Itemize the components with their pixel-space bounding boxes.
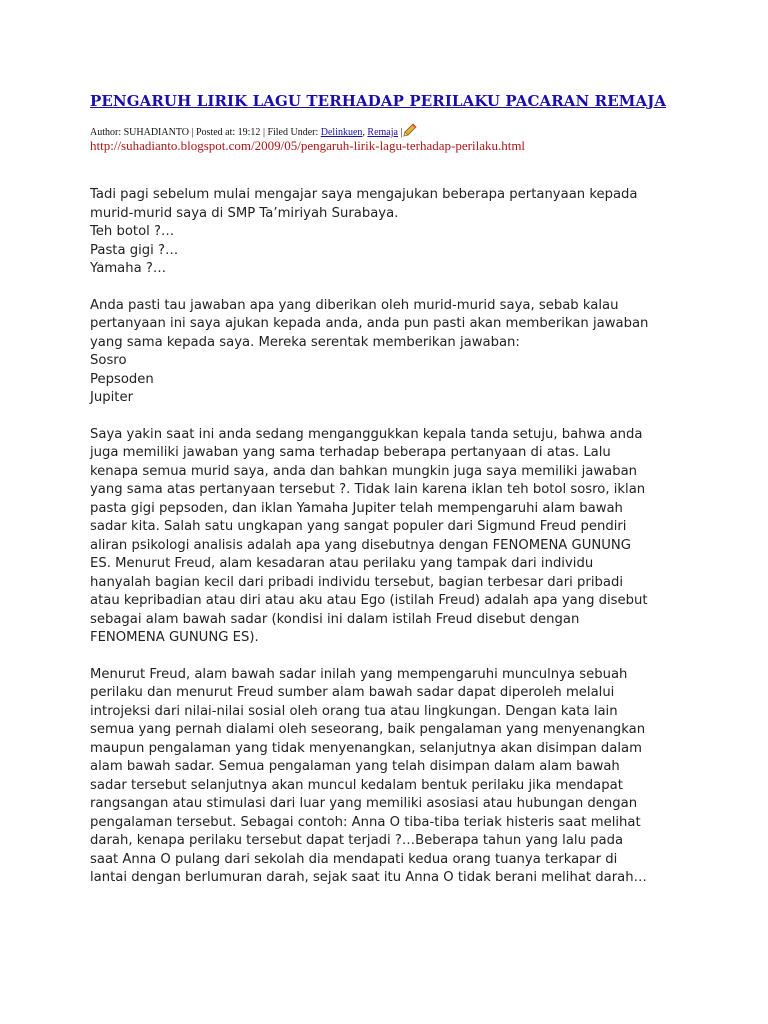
body-line: pasta gigi pepsoden, dan iklan Yamaha Jupiter telah mempengaruhi alam bawah	[90, 500, 623, 516]
body-line: ES. Menurut Freud, alam kesadaran atau perilaku yang tampak dari individu	[90, 556, 594, 571]
body-line: Tadi pagi sebelum mulai mengajar saya mengajukan beberapa pertanyaan kepada	[90, 187, 638, 202]
body-line: pertanyaan ini saya ajukan kepada anda, anda pun pasti akan memberikan jawaban	[90, 316, 649, 331]
category-link-remaja[interactable]: Remaja	[367, 127, 398, 138]
paragraph-gap	[90, 279, 690, 297]
posted-time: 19:12	[237, 127, 261, 138]
category-link-delinkuen[interactable]: Delinkuen	[320, 127, 363, 138]
body-line: Anda pasti tau jawaban apa yang diberikan oleh murid-murid saya, sebab kalau	[90, 297, 619, 313]
body-line: Yamaha ?…	[90, 261, 167, 276]
paragraph-2	[90, 297, 690, 408]
body-line: sadar tersebut selanjutnya akan muncul kedalam bentuk perilaku jika mendapat	[90, 777, 623, 793]
body-line: Pasta gigi ?…	[90, 242, 179, 258]
paragraph-gap	[90, 648, 690, 666]
article-body	[90, 186, 690, 888]
paragraph-3	[90, 426, 690, 648]
body-line: maupun pengalaman yang tidak menyenangkan, selanjutnya akan disimpan dalam	[90, 740, 642, 756]
body-line: Saya yakin saat ini anda sedang menganggukkan kepala tanda setuju, bahwa anda	[90, 426, 643, 442]
body-line: pengalaman tersebut. Sebagai contoh: Anna O tiba-tiba teriak histeris saat melihat	[90, 814, 641, 830]
body-line: introjeksi dari nilai-nilai sosial oleh orang tua atau lingkungan. Dengan kata lain	[90, 703, 618, 719]
body-line: Pepsoden	[90, 371, 154, 387]
author-prefix: Author:	[90, 127, 124, 138]
body-line: murid-murid saya di SMP Ta’miriyah Surabaya.	[90, 205, 399, 221]
body-line: darah, kenapa perilaku tersebut dapat terjadi ?…Beberapa tahun yang lalu pada	[90, 833, 624, 848]
body-line: atau kepribadian atau diri atau aku atau Ego (istilah Freud) adalah apa yang disebut	[90, 593, 648, 608]
body-line: Sosro	[90, 353, 127, 368]
article-title[interactable]: PENGARUH LIRIK LAGU TERHADAP PERILAKU PACARAN REMAJA	[90, 92, 667, 110]
body-line: Menurut Freud, alam bawah sadar inilah yang mempengaruhi munculnya sebuah	[90, 666, 628, 682]
body-line: sadar kita. Salah satu ungkapan yang sangat populer dari Sigmund Freud pendiri	[90, 519, 627, 534]
body-line: rangsangan atau stimulasi dari luar yang memiliki asosiasi atau hubungan dengan	[90, 796, 638, 811]
category-separator: ,	[362, 127, 368, 138]
author-name: SUHADIANTO	[123, 127, 189, 138]
body-line: saat Anna O pulang dari sekolah dia mendapati kedua orang tuanya terkapar di	[90, 851, 618, 867]
body-line: aliran psikologi analisis adalah apa yang disebutnya dengan FENOMENA GUNUNG	[90, 537, 631, 553]
document-page	[90, 88, 690, 888]
pencil-icon[interactable]	[402, 122, 416, 136]
body-line: lantai dengan berlumuran darah, sejak saat itu Anna O tidak berani melihat darah…	[90, 870, 647, 885]
body-line: perilaku dan menurut Freud sumber alam bawah sadar dapat diperoleh melalui	[90, 685, 615, 700]
end-separator: |	[397, 127, 403, 138]
body-line: semua yang pernah dialami oleh seseorang, baik pengalaman yang menyenangkan	[90, 722, 646, 737]
body-line: juga memiliki jawaban yang sama terhadap beberapa pertanyaan di atas. Lalu	[90, 445, 611, 460]
body-line: sebagai alam bawah sadar (kondisi ini dalam istilah Freud disebut dengan	[90, 611, 580, 627]
paragraph-gap	[90, 408, 690, 426]
post-meta	[90, 122, 690, 136]
body-line: hanyalah bagian kecil dari pribadi individu tersebut, bagian terbesar dari pribadi	[90, 574, 623, 590]
paragraph-4	[90, 666, 690, 888]
body-line: yang sama atas pertanyaan tersebut ?. Tidak lain karena iklan teh botol sosro, iklan	[90, 482, 646, 497]
body-line: yang sama kepada saya. Mereka serentak memberikan jawaban:	[90, 334, 520, 350]
body-line: kenapa semua murid saya, anda dan bahkan mungkin juga saya memiliki jawaban	[90, 463, 638, 479]
body-line: alam bawah sadar. Semua pengalaman yang telah disimpan dalam alam bawah	[90, 759, 620, 774]
body-line: Teh botol ?…	[90, 224, 175, 239]
post-url[interactable]: http://suhadianto.blogspot.com/2009/05/pengaruh-lirik-lagu-terhadap-perilaku.html	[90, 138, 526, 153]
filed-separator: | Filed Under:	[260, 127, 321, 138]
paragraph-1	[90, 186, 690, 279]
body-line: Jupiter	[90, 390, 133, 405]
posted-separator: | Posted at:	[188, 127, 238, 138]
body-line: FENOMENA GUNUNG ES).	[90, 630, 259, 645]
